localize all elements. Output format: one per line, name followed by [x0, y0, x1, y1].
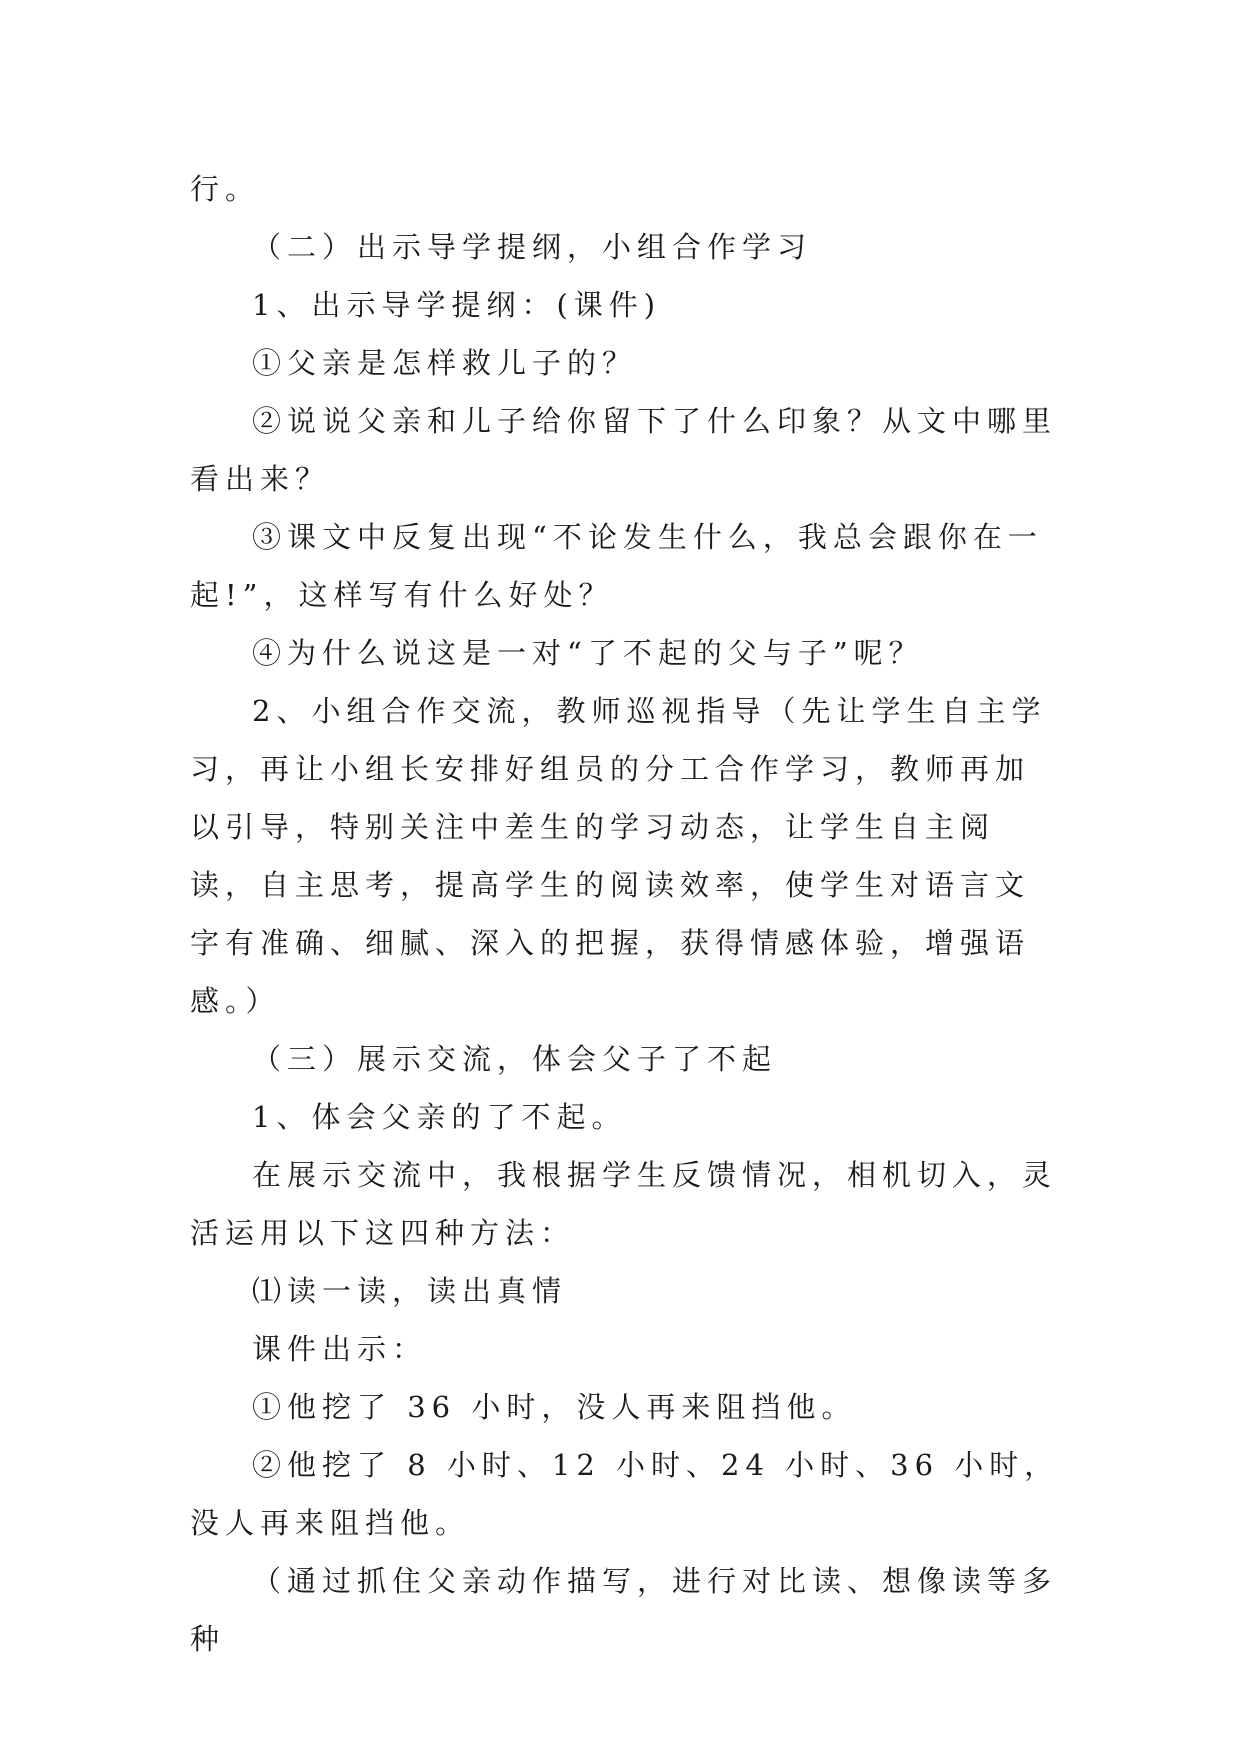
paragraph-courseware: 课件出示： — [252, 1332, 428, 1366]
section-heading-2: （二）出示导学提纲，小组合作学习 — [252, 230, 813, 264]
paragraph-outline-intro: 1、出示导学提纲：(课件) — [252, 288, 662, 322]
paragraph-note: （通过抓住父亲动作描写，进行对比读、想像读等多种 — [190, 1564, 1058, 1656]
example-1: ①他挖了 36 小时，没人再来阻挡他。 — [252, 1390, 857, 1424]
method-1: ⑴读一读，读出真情 — [252, 1274, 568, 1308]
paragraph-father: 1、体会父亲的了不起。 — [252, 1100, 627, 1134]
question-1: ①父亲是怎样救儿子的？ — [252, 346, 638, 380]
question-4: ④为什么说这是一对“了不起的父与子”呢？ — [252, 636, 924, 670]
section-heading-3: （三）展示交流，体会父子了不起 — [252, 1042, 778, 1076]
question-3: ③课文中反复出现“不论发生什么，我总会跟你在一起!”，这样写有什么好处？ — [190, 520, 1043, 612]
paragraph-continuation: 行。 — [190, 172, 261, 206]
paragraph-methods: 在展示交流中，我根据学生反馈情况，相机切入，灵活运用以下这四种方法： — [190, 1158, 1058, 1250]
example-2: ②他挖了 8 小时、12 小时、24 小时、36 小时，没人再来阻挡他。 — [190, 1448, 1060, 1540]
paragraph-group-work: 2、小组合作交流，教师巡视指导（先让学生自主学习，再让小组长安排好组员的分工合作学习，教师再加以引导，特别关注中差生的学习动态，让学生自主阅读，自主思考，提高学生的阅读效率，使学生对语言文字有准确、细腻、深入的把握，获得情感体验，增强语感。） — [190, 694, 1047, 1018]
document-page — [190, 160, 1060, 1668]
question-2: ②说说父亲和儿子给你留下了什么印象？从文中哪里看出来？ — [190, 404, 1058, 496]
